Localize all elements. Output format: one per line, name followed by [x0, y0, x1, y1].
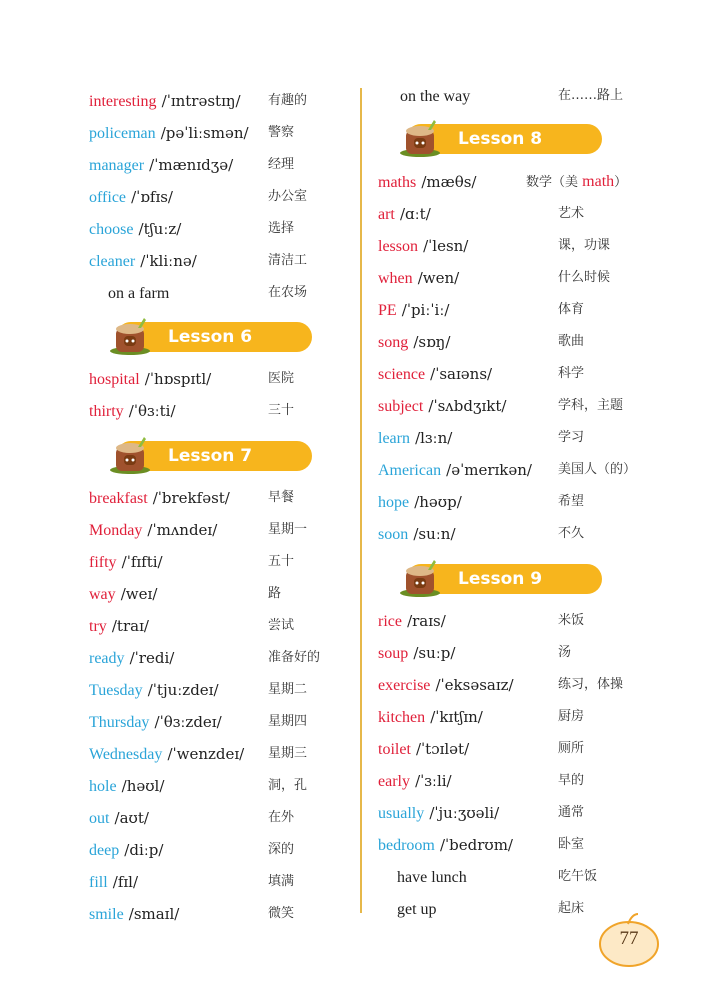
vocab-word: learn: [378, 430, 410, 447]
vocab-phonetic: /ˈfɪfti/: [121, 553, 163, 571]
vocab-row: [89, 646, 321, 670]
vocab-row: [89, 399, 295, 423]
vocab-meaning: [526, 170, 627, 195]
vocab-phonetic: /ˈbrekfəst/: [152, 489, 230, 507]
vocab-meaning: 厨房: [558, 709, 585, 724]
vocab-phonetic: /suːn/: [413, 525, 456, 543]
vocab-word: breakfast: [89, 490, 148, 507]
vocab-phonetic: /ˈθɜːzdeɪ/: [154, 713, 222, 731]
vocab-meaning: 课，功课: [558, 238, 611, 253]
vocab-row: [89, 678, 308, 702]
vocab-row: [378, 330, 585, 354]
vocab-row: [378, 522, 585, 546]
vocab-word: American: [378, 462, 442, 479]
vocab-word: Thursday: [89, 714, 150, 731]
vocab-phonetic: /ˈsaɪəns/: [430, 365, 493, 383]
vocab-meaning: 经理: [268, 157, 295, 172]
vocab-meaning: 医院: [268, 371, 295, 386]
phrase-row: [108, 281, 308, 305]
vocab-row: [378, 234, 611, 258]
vocab-word: ready: [89, 650, 125, 667]
vocab-word: early: [378, 773, 410, 790]
vocab-word: kitchen: [378, 709, 426, 726]
phrase-row: [397, 897, 585, 921]
vocab-row: [89, 774, 308, 798]
vocab-meaning: 在外: [268, 810, 295, 825]
vocab-row: [378, 609, 585, 633]
vocab-word: policeman: [89, 125, 156, 142]
vocab-meaning: 星期二: [268, 682, 308, 697]
vocab-word: fill: [89, 874, 108, 891]
vocab-phonetic: /ˈredi/: [129, 649, 175, 667]
phrase-text: on the way: [400, 88, 471, 105]
vocab-row: [89, 614, 295, 638]
vocab-word: Tuesday: [89, 682, 143, 699]
vocab-meaning: 希望: [558, 494, 585, 509]
vocab-meaning: 不久: [558, 526, 585, 541]
vocab-word: art: [378, 206, 395, 223]
meaning-word: math: [582, 173, 615, 190]
vocab-word: hole: [89, 778, 117, 795]
vocab-word: office: [89, 189, 127, 206]
vocab-meaning: 有趣的: [268, 93, 308, 108]
vocab-phonetic: /tʃuːz/: [138, 220, 182, 238]
vocab-word: out: [89, 810, 110, 827]
vocab-row: [89, 838, 295, 862]
vocab-word: cleaner: [89, 253, 136, 270]
vocab-word: hope: [378, 494, 410, 511]
vocab-word: way: [89, 586, 116, 603]
vocab-phonetic: /suːp/: [413, 644, 456, 662]
vocab-phonetic: /lɜːn/: [415, 429, 453, 447]
vocab-row: [378, 705, 585, 729]
vocab-meaning: 体育: [558, 302, 585, 317]
vocab-row: [378, 458, 637, 482]
vocab-meaning: 清洁工: [268, 253, 308, 268]
phrase-meaning: 吃午饭: [558, 869, 598, 884]
vocab-word: thirty: [89, 403, 124, 420]
phrase-meaning: 起床: [558, 901, 585, 916]
column-divider: [360, 88, 362, 913]
page-number: 77: [619, 928, 639, 949]
meaning-suffix: ）: [614, 175, 628, 190]
vocab-row: [378, 833, 585, 857]
tree-stump-icon: [108, 435, 152, 475]
vocab-meaning: 通常: [558, 805, 585, 820]
vocab-meaning: 准备好的: [268, 650, 321, 665]
phrase-text: get up: [397, 901, 437, 918]
vocab-meaning: 汤: [558, 645, 572, 660]
vocab-phonetic: /ˈtɔɪlət/: [415, 740, 470, 758]
vocab-phonetic: /ˈθɜːti/: [128, 402, 176, 420]
vocab-phonetic: /ˈɒfɪs/: [131, 188, 173, 206]
vocab-row: [89, 121, 295, 145]
vocab-row: [89, 153, 295, 177]
vocab-phonetic: /diːp/: [124, 841, 164, 859]
vocab-meaning: 尝试: [268, 618, 295, 633]
vocab-phonetic: /ˈkliːnə/: [140, 252, 197, 270]
vocab-phonetic: /ˈmænɪdʒə/: [149, 156, 234, 174]
vocab-row: [89, 518, 308, 542]
vocab-meaning: 练习，体操: [558, 677, 624, 692]
vocab-word: subject: [378, 398, 424, 415]
vocab-meaning: 办公室: [268, 189, 308, 204]
vocab-phonetic: /ˈlesn/: [423, 237, 469, 255]
vocab-phonetic: /ɑːt/: [399, 205, 431, 223]
page-number-badge: [598, 912, 660, 968]
vocab-phonetic: /smaɪl/: [128, 905, 180, 923]
vocab-row: [378, 737, 585, 761]
vocab-meaning: 警察: [268, 125, 295, 140]
vocab-word: rice: [378, 613, 402, 630]
vocab-word: Wednesday: [89, 746, 163, 763]
vocab-phonetic: /traɪ/: [111, 617, 149, 635]
vocab-row: [89, 249, 308, 273]
vocab-phonetic: /ˈmʌndeɪ/: [147, 521, 218, 539]
vocab-row: [89, 185, 308, 209]
vocab-row: [378, 641, 572, 665]
vocab-word: hospital: [89, 371, 140, 388]
meaning-prefix: 数学（美: [526, 175, 583, 190]
vocab-phonetic: /ˈbedrʊm/: [439, 836, 513, 854]
vocab-meaning: 深的: [268, 842, 295, 857]
vocab-phonetic: /ˈpiːˈiː/: [401, 301, 450, 319]
vocab-meaning: 星期四: [268, 714, 308, 729]
tree-stump-icon: [108, 316, 152, 356]
vocab-meaning: 学习: [558, 430, 585, 445]
vocab-row: [378, 769, 585, 793]
vocab-phonetic: /ˈjuːʒʊəli/: [429, 804, 500, 822]
vocab-meaning: 星期一: [268, 522, 308, 537]
vocab-row: [89, 870, 295, 894]
vocab-word: soon: [378, 526, 409, 543]
vocab-meaning: 厕所: [558, 741, 585, 756]
vocab-row: [89, 582, 282, 606]
tree-stump-icon: [398, 558, 442, 598]
vocab-word: smile: [89, 906, 124, 923]
vocab-row: [89, 806, 295, 830]
vocab-meaning: 米饭: [558, 613, 585, 628]
vocab-meaning: 星期三: [268, 746, 308, 761]
vocab-meaning: 早的: [558, 773, 585, 788]
vocab-phonetic: /ˈɪntrəstɪŋ/: [161, 92, 241, 110]
vocab-word: Monday: [89, 522, 143, 539]
phrase-text: have lunch: [397, 869, 467, 886]
vocab-meaning: 学科，主题: [558, 398, 624, 413]
vocab-row: [378, 298, 585, 322]
vocab-meaning: 填满: [268, 874, 295, 889]
vocab-word: usually: [378, 805, 425, 822]
lesson-title: Lesson 7: [168, 446, 253, 466]
vocab-word: interesting: [89, 93, 157, 110]
vocab-word: PE: [378, 302, 397, 319]
vocab-meaning: 三十: [268, 403, 295, 418]
vocab-phonetic: /pəˈliːsmən/: [160, 124, 249, 142]
vocab-word: deep: [89, 842, 120, 859]
vocab-row: [378, 490, 585, 514]
vocab-meaning: 五十: [268, 554, 295, 569]
vocab-row: [378, 266, 611, 290]
vocab-phonetic: /aʊt/: [114, 809, 149, 827]
vocab-row: [378, 362, 585, 386]
vocab-phonetic: /əˈmerɪkən/: [446, 461, 532, 479]
vocab-phonetic: /ˈɜːli/: [415, 772, 452, 790]
lesson-title: Lesson 6: [168, 327, 253, 347]
vocab-word: lesson: [378, 238, 418, 255]
vocab-phonetic: /ˈeksəsaɪz/: [435, 676, 514, 694]
vocab-row: [89, 486, 295, 510]
phrase-row: [397, 865, 598, 889]
vocab-meaning: 科学: [558, 366, 585, 381]
vocab-phonetic: /mæθs/: [421, 173, 477, 191]
vocab-word: soup: [378, 645, 409, 662]
vocab-row: [89, 742, 308, 766]
lesson-title: Lesson 9: [458, 569, 543, 589]
vocab-meaning: 微笑: [268, 906, 295, 921]
vocab-row: [378, 426, 585, 450]
vocab-word: bedroom: [378, 837, 435, 854]
vocab-phonetic: /ˈhɒspɪtl/: [144, 370, 212, 388]
lesson-title: Lesson 8: [458, 129, 543, 149]
vocab-meaning: 路: [268, 586, 282, 601]
phrase-row: [400, 84, 624, 108]
vocab-row: [378, 673, 624, 697]
vocab-phonetic: /həʊp/: [414, 493, 462, 511]
vocab-word: manager: [89, 157, 145, 174]
vocab-phonetic: /ˈwenzdeɪ/: [167, 745, 245, 763]
phrase-text: on a farm: [108, 285, 170, 302]
vocab-row: [89, 710, 308, 734]
vocab-word: when: [378, 270, 413, 287]
vocab-word: try: [89, 618, 107, 635]
vocab-phonetic: /weɪ/: [120, 585, 158, 603]
phrase-meaning: 在农场: [268, 285, 308, 300]
vocab-phonetic: /həʊl/: [121, 777, 165, 795]
vocab-row: [89, 89, 308, 113]
vocab-phonetic: /ˈsʌbdʒɪkt/: [428, 397, 507, 415]
vocab-row: [89, 902, 295, 926]
vocab-word: fifty: [89, 554, 117, 571]
vocab-meaning: 卧室: [558, 837, 585, 852]
vocab-phonetic: /ˈkɪtʃɪn/: [430, 708, 483, 726]
vocab-row-maths: [378, 170, 628, 194]
vocab-row: [89, 367, 295, 391]
vocab-word: toilet: [378, 741, 411, 758]
vocab-row: [378, 394, 624, 418]
vocab-word: maths: [378, 174, 417, 191]
vocab-word: choose: [89, 221, 134, 238]
vocab-meaning: 歌曲: [558, 334, 585, 349]
vocab-phonetic: /raɪs/: [407, 612, 446, 630]
vocab-meaning: 艺术: [558, 206, 585, 221]
vocab-word: science: [378, 366, 426, 383]
vocab-word: exercise: [378, 677, 431, 694]
vocab-phonetic: /sɒŋ/: [413, 333, 451, 351]
vocab-meaning: 什么时候: [558, 270, 611, 285]
vocab-row: [89, 217, 295, 241]
vocab-phonetic: /fɪl/: [112, 873, 139, 891]
vocab-row: [378, 801, 585, 825]
phrase-meaning: 在……路上: [558, 88, 624, 103]
vocab-meaning: 选择: [268, 221, 295, 236]
vocab-row: [378, 202, 585, 226]
vocab-phonetic: /wen/: [417, 269, 460, 287]
vocab-meaning: 洞，孔: [268, 778, 308, 793]
vocab-row: [89, 550, 295, 574]
vocab-word: song: [378, 334, 409, 351]
vocab-meaning: 早餐: [268, 490, 295, 505]
vocab-phonetic: /ˈtjuːzdeɪ/: [147, 681, 219, 699]
tree-stump-icon: [398, 118, 442, 158]
vocab-meaning: 美国人（的）: [558, 462, 637, 477]
